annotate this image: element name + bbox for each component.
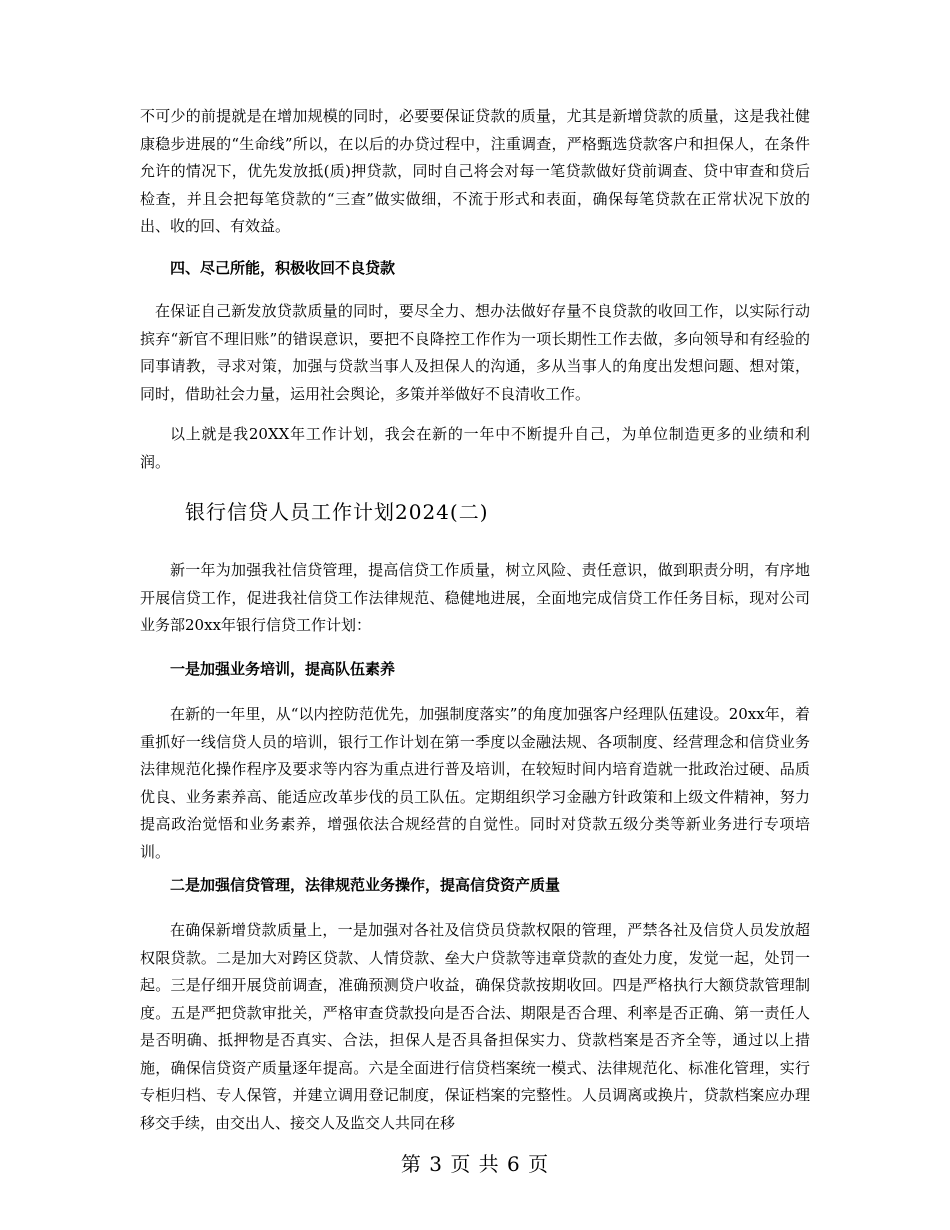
- heading-training: 一是加强业务培训，提高队伍素养: [170, 660, 396, 678]
- heading-section-four: 四、尽己所能，积极收回不良贷款: [170, 259, 396, 277]
- heading-credit-management: 二是加强信贷管理，法律规范业务操作，提高信贷资产质量: [170, 876, 561, 894]
- paragraph-loan-quality: 不可少的前提就是在增加规模的同时，必要要保证贷款的质量，尤其是新增贷款的质量，这是我社健康稳步进展的“生命线”所以，在以后的办贷过程中，注重调查，严格甄选贷款客户和担保人，在条件允许的情况下，优先发放抵(质)押贷款，同时自己将会对每一笔贷款做好贷前调查、贷中审查和贷后检查，并且会把每笔贷款的“三查”做实做细，不流于形式和表面，确保每笔贷款在正常状况下放的出、收的回、有效益。: [140, 107, 810, 235]
- paragraph-training: 在新的一年里，从“以内控防范优先，加强制度落实”的角度加强客户经理队伍建设。20xx年，着重抓好一线信贷人员的培训，银行工作计划在第一季度以金融法规、各项制度、经营理念和信贷业务法律规范化操作程序及要求等内容为重点进行普及培训，在较短时间内培育造就一批政治过硬、品质优良、业务素养高、能适应改革步伐的员工队伍。定期组织学习金融方针政策和上级文件精神，努力提高政治觉悟和业务素养，增强依法合规经营的自觉性。同时对贷款五级分类等新业务进行专项培训。: [140, 705, 810, 861]
- page-footer: 第 3 页 共 6 页: [400, 1152, 550, 1176]
- section-title: 银行信贷人员工作计划2024(二): [185, 500, 489, 524]
- paragraph-intro: 新一年为加强我社信贷管理，提高信贷工作质量，树立风险、责任意识，做到职责分明，有序地开展信贷工作，促进我社信贷工作法律规范、稳健地进展，全面地完成信贷工作任务目标，现对公司业务部20xx年银行信贷工作计划：: [140, 561, 810, 634]
- paragraph-summary: 以上就是我20XX年工作计划，我会在新的一年中不断提升自己，为单位制造更多的业绩和利润。: [140, 425, 810, 471]
- paragraph-credit-management: 在确保新增贷款质量上，一是加强对各社及信贷员贷款权限的管理，严禁各社及信贷人员发放超权限贷款。二是加大对跨区贷款、人情贷款、垒大户贷款等违章贷款的查处力度，发觉一起，处罚一起。三是仔细开展贷前调查，准确预测贷户收益，确保贷款按期收回。四是严格执行大额贷款管理制度。五是严把贷款审批关，严格审查贷款投向是否合法、期限是否合理、利率是否正确、第一责任人是否明确、抵押物是否真实、合法，担保人是否具备担保实力、贷款档案是否齐全等，通过以上措施，确保信贷资产质量逐年提高。六是全面进行信贷档案统一模式、法律规范化、标准化管理，实行专柜归档、专人保管，并建立调用登记制度，保证档案的完整性。人员调离或换片，贷款档案应办理移交手续，由交出人、接交人及监交人共同在移: [140, 921, 810, 1132]
- paragraph-bad-loans: 在保证自己新发放贷款质量的同时，要尽全力、想办法做好存量不良贷款的收回工作，以实际行动摈弃“新官不理旧账”的错误意识，要把不良降控工作作为一项长期性工作去做，多向领导和有经验的同事请教，寻求对策，加强与贷款当事人及担保人的沟通，多从当事人的角度出发想问题、想对策，同时，借助社会力量，运用社会舆论，多策并举做好不良清收工作。: [140, 302, 810, 403]
